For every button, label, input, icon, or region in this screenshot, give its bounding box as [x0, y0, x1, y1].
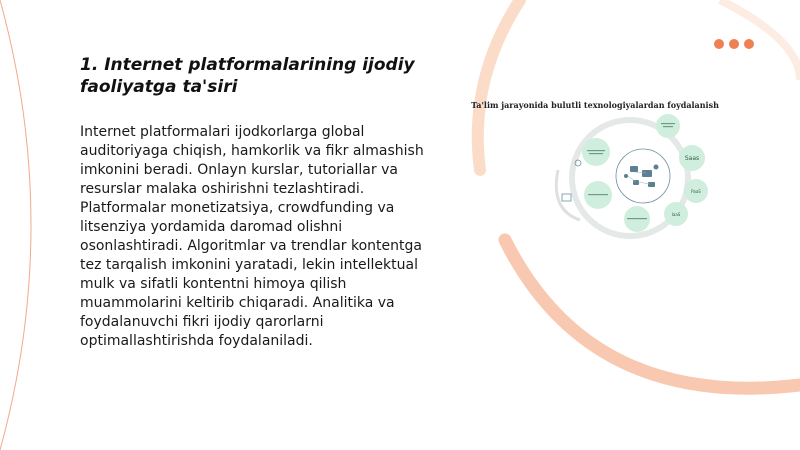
node-label-paas: PaaS: [691, 189, 701, 194]
slide-body-text: Internet platformalari ijodkorlarga global auditoriyaga chiqish, hamkorlik va fikr almashish imkonini beradi. Onlayn kurslar, tutoriallar va resurslar malaka oshirishni tezlashtiradi. Platformalar monetizatsiya, crowdfunding va litsenziya yordamida daromad olishni osonlashtiradi. Algoritmlar va trendlar kontentga tez tarqalish imkonini yaratadi, lekin intellektual mulk va sifatli kontentni himoya qilish muammolarini keltirib chiqaradi. Analitika va foydalanuvchi fikri ijodiy qarorlarni optimallashtirishda foydalaniladi.: [80, 124, 424, 349]
slide-title: 1. Internet platformalarining ijodiy faoliyatga ta'siri: [80, 55, 415, 97]
node-label-iaas: IaaS: [671, 212, 681, 217]
dot-3: [744, 39, 754, 49]
monitor-icon: [562, 194, 571, 201]
node-upper-left: [582, 138, 610, 166]
node-label-saas: Saas: [684, 155, 700, 162]
dot-2: [729, 39, 739, 49]
three-dots-icon: [714, 39, 754, 49]
cloud-diagram-figure: [470, 100, 720, 240]
cloud-diagram: [470, 110, 720, 240]
figure-caption: Ta'lim jarayonida bulutli texnologiyalardan foydalanish: [471, 100, 719, 110]
dot-1: [714, 39, 724, 49]
